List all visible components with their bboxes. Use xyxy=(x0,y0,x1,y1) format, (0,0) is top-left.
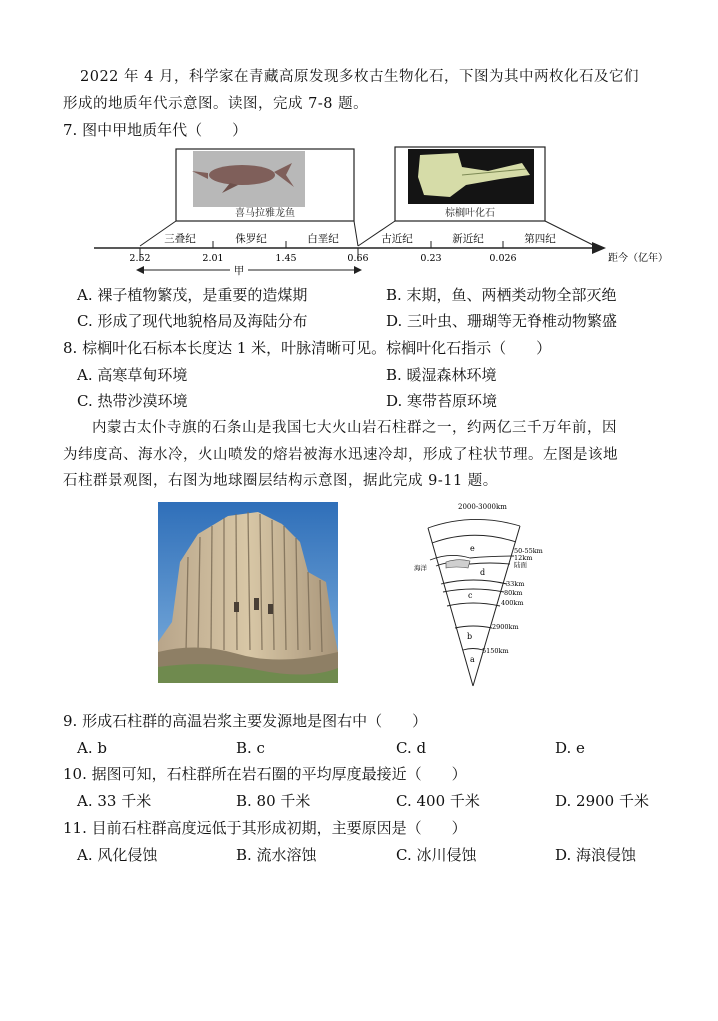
depth-5150: 5150km xyxy=(482,647,509,655)
q7-option-a[interactable]: A. 裸子植物繁茂，是重要的造煤期 xyxy=(77,286,308,304)
intro-line-1: 2022 年 4 月，科学家在青藏高原发现多枚古生物化石，下图为其中两枚化石及它们 xyxy=(80,69,639,85)
q8-option-b[interactable]: B. 暖湿森林环境 xyxy=(386,366,497,384)
ichthyosaur-body xyxy=(209,165,275,185)
intro2-line-3: 石柱群景观图，右图为地球圈层结构示意图，据此完成 9-11 题。 xyxy=(63,473,498,489)
intro2-line-1: 内蒙古太仆寺旗的石条山是我国七大火山岩石柱群之一，约两亿三千万年前，因 xyxy=(92,420,617,436)
q8-stem: 8. 棕榈叶化石标本长度达 1 米，叶脉清晰可见。棕榈叶化石指示（ ） xyxy=(63,339,552,357)
depth-50-55: 50-55km xyxy=(514,547,543,555)
q11-stem: 11. 目前石柱群高度远低于其形成初期，主要原因是（ ） xyxy=(63,819,467,837)
layer-c: c xyxy=(468,591,473,600)
depth-2900: 2900km xyxy=(492,623,519,631)
period-paleogene: 古近纪 xyxy=(381,233,413,245)
top-distance-label: 2000-3000km xyxy=(458,503,507,511)
period-jurassic: 侏罗纪 xyxy=(235,233,267,245)
q11-option-c[interactable]: C. 冰川侵蚀 xyxy=(396,846,477,864)
tick-1-45: 1.45 xyxy=(275,253,297,264)
q11-option-a[interactable]: A. 风化侵蚀 xyxy=(77,846,158,864)
q10-stem: 10. 据图可知，石柱群所在岩石圈的平均厚度最接近（ ） xyxy=(63,765,467,783)
axis-label: 距今（亿年） xyxy=(608,253,668,264)
q11-option-d[interactable]: D. 海浪侵蚀 xyxy=(555,846,637,864)
earth-layer-diagram xyxy=(410,498,570,694)
q8-option-d[interactable]: D. 寒带苔原环境 xyxy=(386,392,498,410)
period-triassic: 三叠纪 xyxy=(164,233,196,245)
q10-option-c[interactable]: C. 400 千米 xyxy=(396,792,480,810)
q10-option-a[interactable]: A. 33 千米 xyxy=(77,792,152,810)
q9-option-b[interactable]: B. c xyxy=(236,739,265,757)
ocean-hatch xyxy=(446,560,470,568)
q10-option-d[interactable]: D. 2900 千米 xyxy=(555,792,649,810)
q11-option-b[interactable]: B. 流水溶蚀 xyxy=(236,846,317,864)
tick-2-52: 2.52 xyxy=(129,253,151,264)
depth-80: 80km xyxy=(504,589,523,597)
q9-option-d[interactable]: D. e xyxy=(555,739,585,757)
jia-label: 甲 xyxy=(233,265,245,277)
geologic-timeline-figure xyxy=(90,145,668,280)
fossil-left-label: 喜马拉雅龙鱼 xyxy=(235,208,295,219)
period-cretaceous: 白垩纪 xyxy=(307,233,339,245)
depth-400: 400km xyxy=(501,599,524,607)
axis-arrow xyxy=(592,242,606,254)
layer-e: e xyxy=(470,544,475,553)
period-quaternary: 第四纪 xyxy=(524,233,556,245)
q7-option-b[interactable]: B. 末期，鱼、两栖类动物全部灭绝 xyxy=(386,286,617,304)
q9-option-c[interactable]: C. d xyxy=(396,739,427,757)
layer-b: b xyxy=(467,632,473,641)
layer-a: a xyxy=(470,655,475,664)
tick-2-01: 2.01 xyxy=(202,253,224,264)
q7-option-c[interactable]: C. 形成了现代地貌格局及海陆分布 xyxy=(77,312,308,330)
surface-land: 陆面 xyxy=(514,561,527,569)
tick-0-23: 0.23 xyxy=(420,253,442,264)
surface-ocean: 海洋 xyxy=(414,564,427,572)
depth-12: 12km xyxy=(514,554,533,562)
depth-33: 33km xyxy=(506,580,525,588)
tick-0-66: 0.66 xyxy=(347,253,369,264)
intro-line-2: 形成的地质年代示意图。读图，完成 7-8 题。 xyxy=(63,96,369,112)
q10-option-b[interactable]: B. 80 千米 xyxy=(236,792,311,810)
layer-d: d xyxy=(480,568,486,577)
tick-0-026: 0.026 xyxy=(489,253,517,264)
fossil-right-label: 棕榈叶化石 xyxy=(445,208,495,219)
q7-option-d[interactable]: D. 三叶虫、珊瑚等无脊椎动物繁盛 xyxy=(386,312,618,330)
q9-stem: 9. 形成石柱群的高温岩浆主要发源地是图右中（ ） xyxy=(63,712,428,730)
q9-option-a[interactable]: A. b xyxy=(77,739,107,757)
basalt-column-photo xyxy=(158,502,338,683)
q8-option-a[interactable]: A. 高寒草甸环境 xyxy=(77,366,188,384)
period-neogene: 新近纪 xyxy=(452,233,484,245)
q7-stem: 7. 图中甲地质年代（ ） xyxy=(63,121,248,139)
intro2-line-2: 为纬度高、海水冷，火山喷发的熔岩被海水迅速冷却，形成了柱状节理。左图是该地 xyxy=(63,447,618,463)
q8-option-c[interactable]: C. 热带沙漠环境 xyxy=(77,392,188,410)
